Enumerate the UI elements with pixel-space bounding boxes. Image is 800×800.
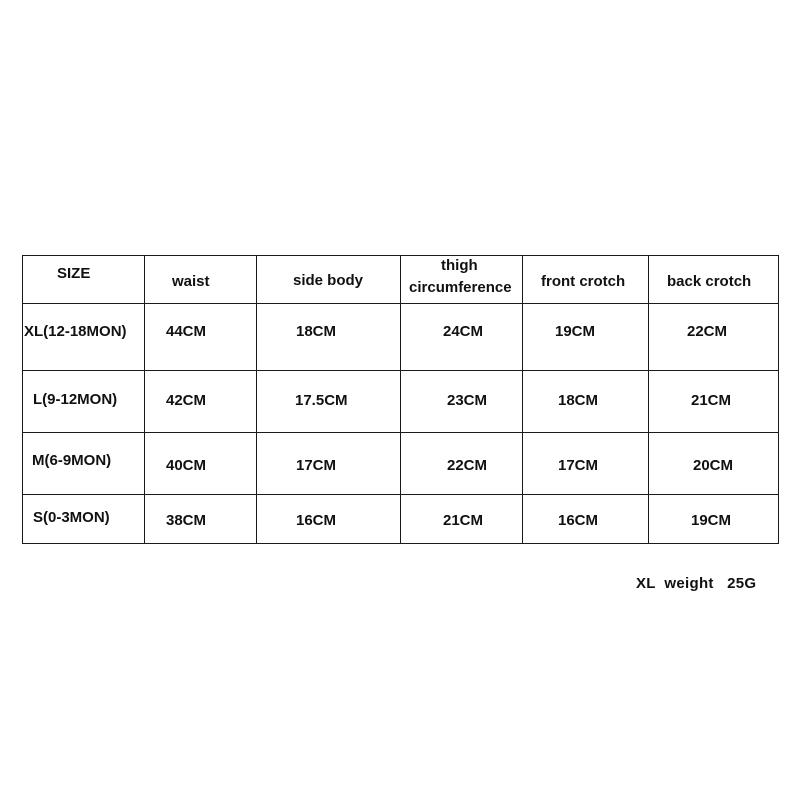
header-back-crotch: back crotch <box>667 272 752 290</box>
table-row-m <box>23 433 779 495</box>
table-header-row <box>23 256 779 304</box>
side-body-cell <box>257 495 401 544</box>
size-label: XL(12-18MON) <box>24 323 127 340</box>
thigh-cell <box>401 495 523 544</box>
waist-cell <box>145 371 257 433</box>
size-cell <box>23 304 145 371</box>
header-thigh-line1: thigh <box>441 256 478 274</box>
size-cell <box>23 433 145 495</box>
back-crotch-cell <box>649 304 779 371</box>
size-cell <box>23 495 145 544</box>
back-crotch-value: 19CM <box>691 512 732 529</box>
waist-value: 44CM <box>166 323 207 340</box>
header-thigh-cell <box>401 256 523 304</box>
side-body-value: 16CM <box>296 512 337 529</box>
side-body-cell <box>257 371 401 433</box>
size-label: S(0-3MON) <box>33 509 110 526</box>
waist-cell <box>145 304 257 371</box>
header-side-body-cell <box>257 256 401 304</box>
header-front-crotch: front crotch <box>541 272 626 290</box>
thigh-cell <box>401 433 523 495</box>
side-body-cell <box>257 433 401 495</box>
header-size: SIZE <box>57 264 91 282</box>
back-crotch-cell <box>649 433 779 495</box>
front-crotch-value: 18CM <box>558 391 599 409</box>
size-cell <box>23 371 145 433</box>
waist-value: 40CM <box>166 456 207 474</box>
waist-cell <box>145 495 257 544</box>
side-body-value: 18CM <box>296 323 337 340</box>
waist-cell <box>145 433 257 495</box>
weight-note: XL weight 25G <box>636 575 757 592</box>
back-crotch-value: 21CM <box>691 391 732 409</box>
header-side-body: side body <box>293 271 364 289</box>
thigh-cell <box>401 304 523 371</box>
header-thigh-line2: circumference <box>409 278 512 296</box>
header-front-crotch-cell <box>523 256 649 304</box>
front-crotch-cell <box>523 304 649 371</box>
header-size-cell <box>23 256 145 304</box>
back-crotch-value: 22CM <box>687 323 728 340</box>
header-back-crotch-cell <box>649 256 779 304</box>
front-crotch-cell <box>523 495 649 544</box>
front-crotch-cell <box>523 371 649 433</box>
thigh-value: 22CM <box>447 456 488 474</box>
side-body-value: 17.5CM <box>295 391 348 409</box>
table-row-s <box>23 495 779 544</box>
front-crotch-value: 19CM <box>555 323 596 340</box>
header-waist: waist <box>172 272 210 290</box>
size-label: L(9-12MON) <box>33 390 118 408</box>
thigh-cell <box>401 371 523 433</box>
back-crotch-cell <box>649 371 779 433</box>
size-chart-table <box>22 255 779 544</box>
back-crotch-cell <box>649 495 779 544</box>
thigh-value: 24CM <box>443 323 484 340</box>
back-crotch-value: 20CM <box>693 456 734 474</box>
side-body-value: 17CM <box>296 456 337 474</box>
header-waist-cell <box>145 256 257 304</box>
side-body-cell <box>257 304 401 371</box>
thigh-value: 23CM <box>447 391 488 409</box>
front-crotch-cell <box>523 433 649 495</box>
size-label: M(6-9MON) <box>32 451 112 469</box>
table-row-xl <box>23 304 779 371</box>
waist-value: 38CM <box>166 512 207 529</box>
thigh-value: 21CM <box>443 512 484 529</box>
front-crotch-value: 17CM <box>558 456 599 474</box>
table-row-l <box>23 371 779 433</box>
front-crotch-value: 16CM <box>558 512 599 529</box>
waist-value: 42CM <box>166 391 207 409</box>
